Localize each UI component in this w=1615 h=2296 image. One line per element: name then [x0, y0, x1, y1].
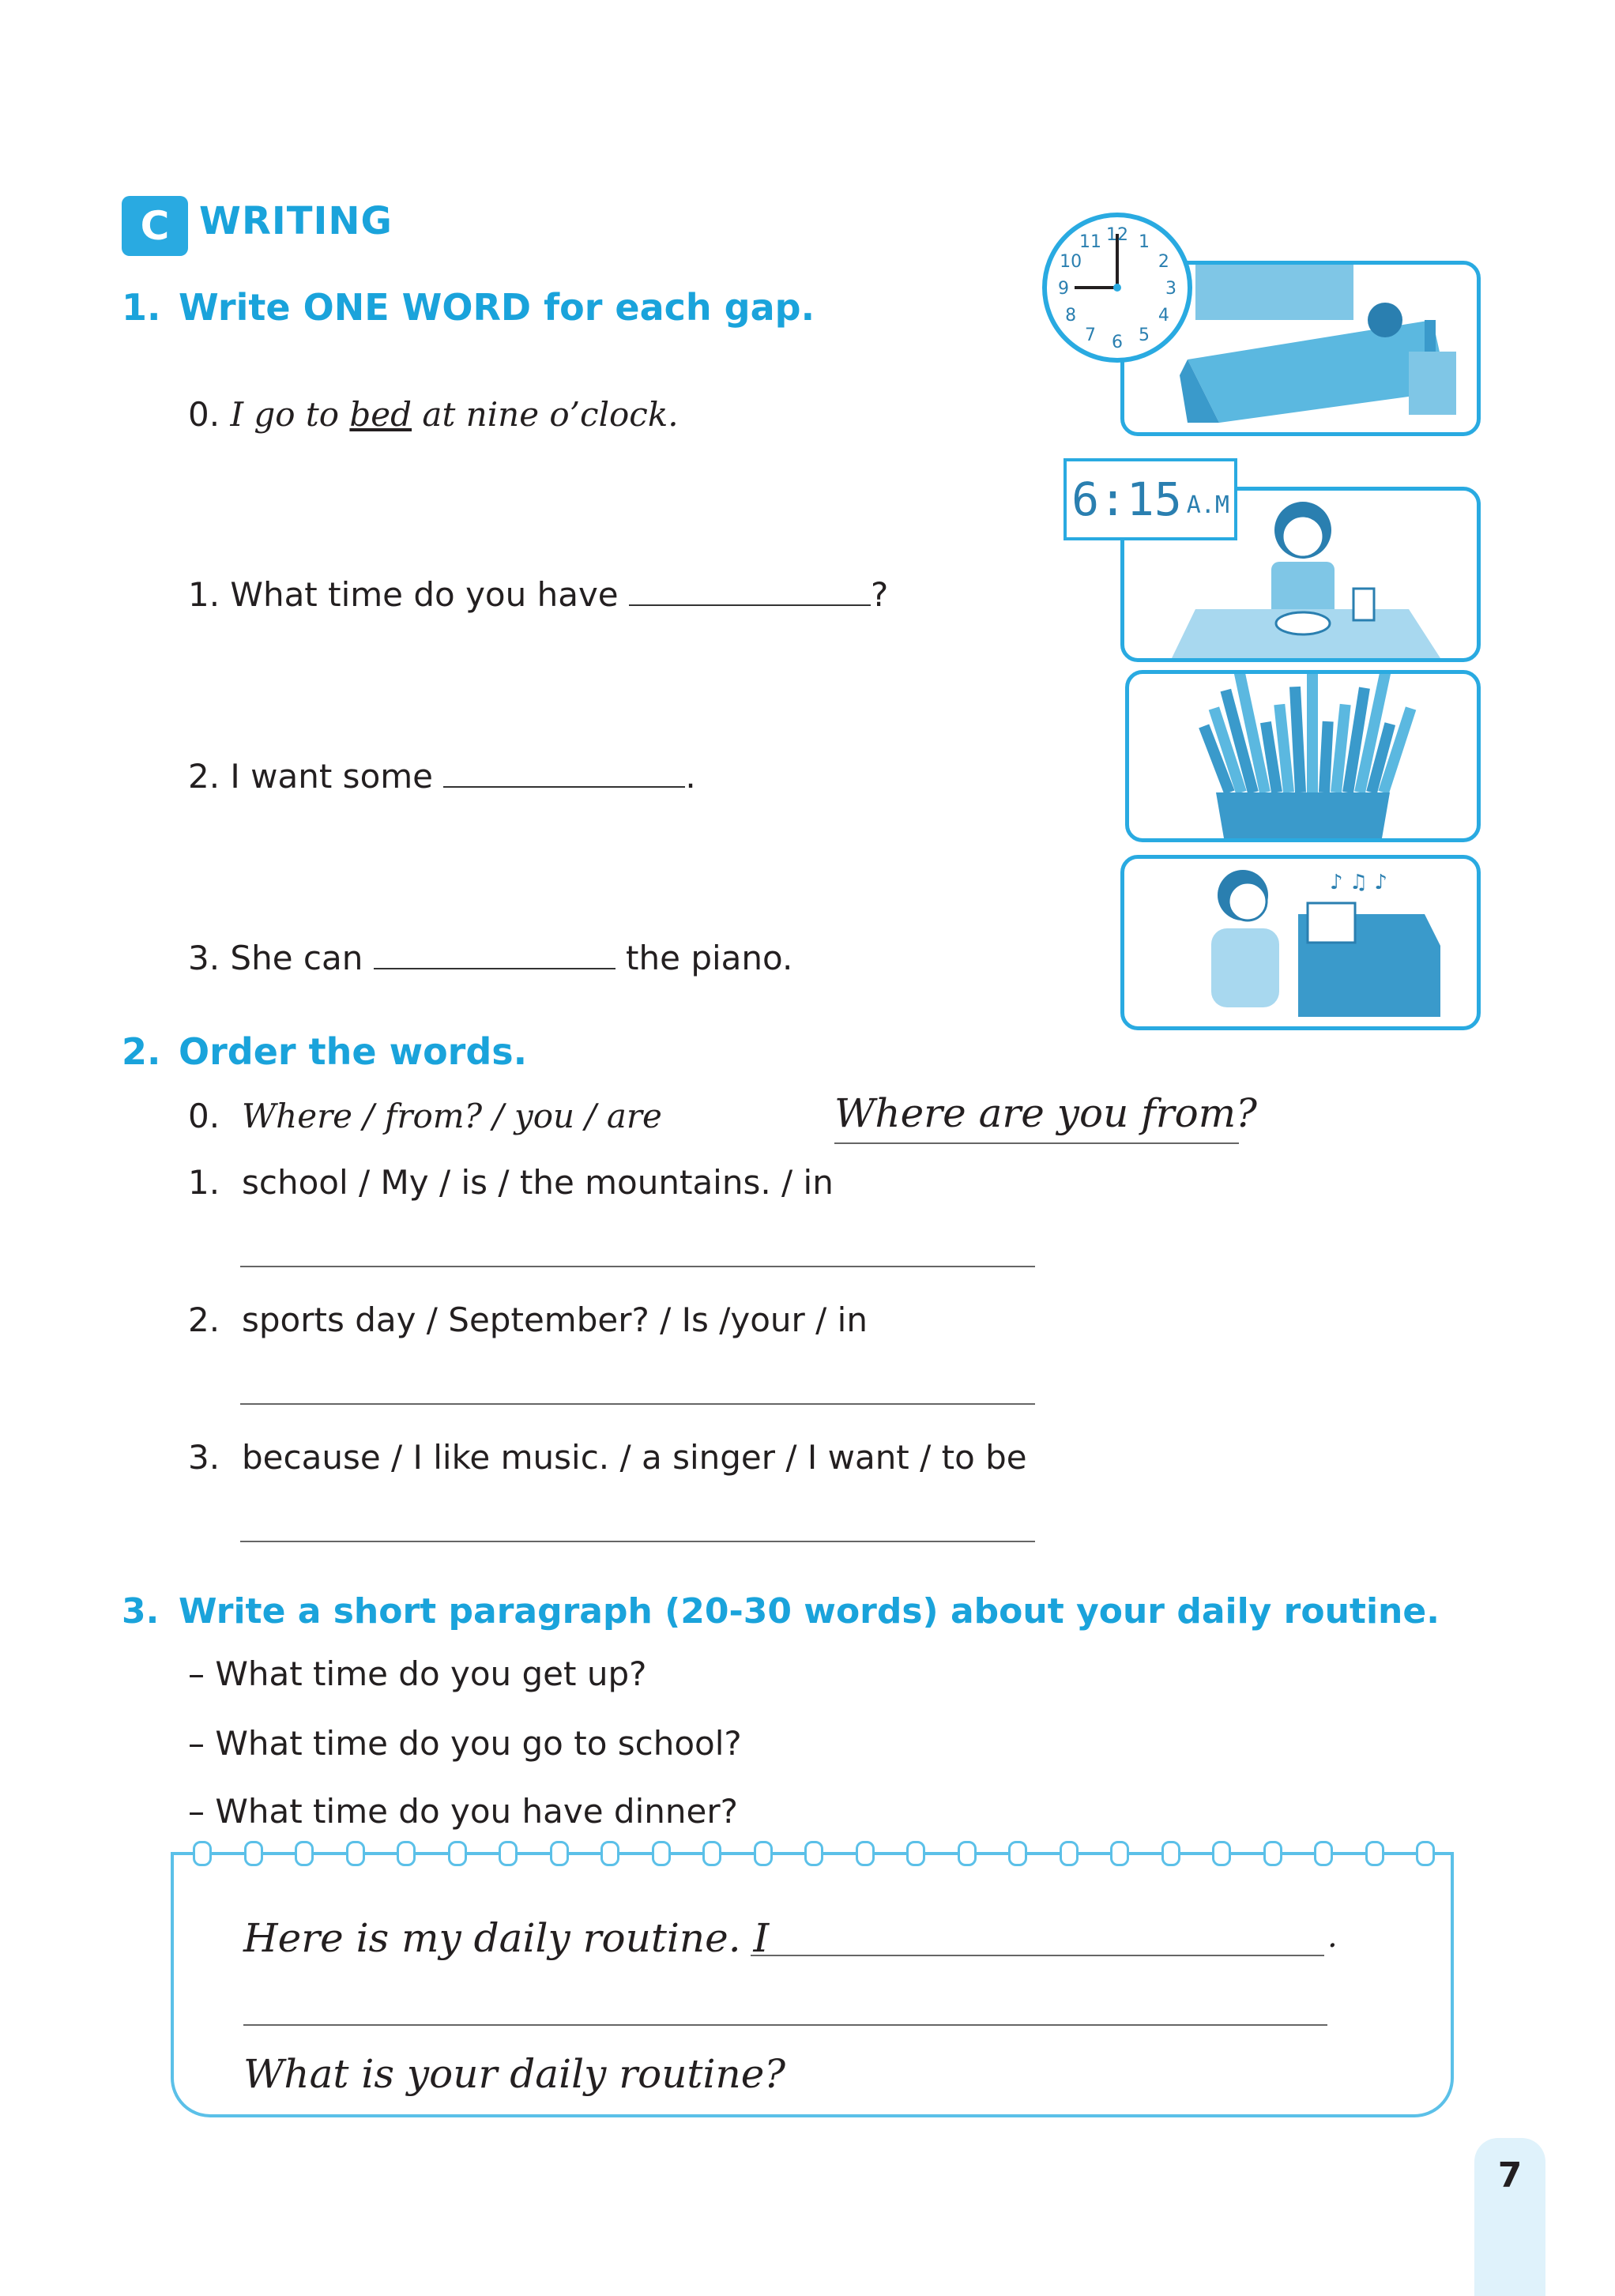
digital-time: 6:15: [1071, 472, 1182, 526]
order-2-number: 2.: [188, 1300, 220, 1339]
page-number: 7: [1497, 2155, 1523, 2196]
notebook-ring: [600, 1841, 619, 1866]
item-1-prefix: 1. What time do you have: [188, 575, 629, 614]
notebook-ring: [1161, 1841, 1180, 1866]
notebook-ring: [295, 1841, 314, 1866]
clock-number: 3: [1165, 279, 1176, 299]
order-1-answer-line[interactable]: [240, 1266, 1035, 1267]
exercise-1-number: 1.: [122, 286, 161, 329]
exercise-2-number: 2.: [122, 1030, 161, 1073]
notebook-line-1-end: .: [1327, 1918, 1338, 1955]
notebook-line-2-blank[interactable]: [243, 2024, 1327, 2026]
fries-illustration: [1129, 674, 1477, 838]
clock-number: 1: [1139, 232, 1150, 253]
exercise-1-heading: [122, 286, 815, 329]
exercise-1-example: [188, 395, 679, 434]
piano-picture: [1120, 855, 1481, 1030]
example-after: at nine o’clock.: [412, 395, 679, 434]
section-title: WRITING: [199, 199, 393, 243]
exercise-2-item-1: [188, 1163, 834, 1202]
item-2-prefix: 2. I want some: [188, 757, 444, 796]
example-2-words: Where / from? / you / are: [242, 1097, 662, 1135]
notebook-ring: [1212, 1841, 1231, 1866]
order-2-words: sports day / September? / Is /your / in: [242, 1300, 868, 1339]
exercise-1-title: Write ONE WORD for each gap.: [179, 286, 815, 329]
exercise-2-example-answer: Where are you from?: [834, 1090, 1257, 1136]
notebook-box: [171, 1852, 1454, 2117]
notebook-ring: [193, 1841, 212, 1866]
exercise-3-title: Write a short paragraph (20-30 words) about your daily routine.: [179, 1591, 1440, 1632]
notebook-ring: [499, 1841, 518, 1866]
notebook-ring: [550, 1841, 569, 1866]
exercise-2-example-words: [188, 1097, 662, 1135]
notebook-ring: [652, 1841, 671, 1866]
example-answer: bed: [349, 395, 412, 434]
clock-number: 10: [1060, 252, 1082, 272]
notebook-line-1-blank[interactable]: [751, 1955, 1324, 1956]
notebook-line-1: Here is my daily routine. I: [243, 1915, 770, 1961]
notebook-ring: [1314, 1841, 1333, 1866]
example-answer-line: [834, 1142, 1239, 1144]
example-2-number: 0.: [188, 1097, 220, 1135]
notebook-ring: [1365, 1841, 1384, 1866]
notebook-line-3: What is your daily routine?: [243, 2051, 786, 2097]
exercise-3-heading: [122, 1591, 1440, 1632]
item-1-gap[interactable]: [629, 604, 871, 606]
question-2: – What time do you go to school?: [188, 1724, 742, 1763]
item-3-prefix: 3. She can: [188, 939, 374, 977]
item-2-suffix: .: [685, 757, 696, 796]
fry-stick: [1319, 721, 1334, 793]
fries-picture: [1125, 670, 1481, 842]
fry-stick: [1307, 674, 1318, 792]
notebook-ring: [346, 1841, 365, 1866]
clock-number: 7: [1085, 325, 1096, 345]
order-1-words: school / My / is / the mountains. / in: [242, 1163, 834, 1202]
example-before: I go to: [230, 395, 350, 434]
clock-number: 12: [1106, 225, 1128, 245]
item-3-suffix: the piano.: [615, 939, 793, 977]
order-2-answer-line[interactable]: [240, 1403, 1035, 1405]
question-3: – What time do you have dinner?: [188, 1792, 738, 1831]
notebook-ring: [1416, 1841, 1435, 1866]
item-2-gap[interactable]: [443, 785, 685, 788]
clock-number: 9: [1058, 279, 1069, 299]
analog-clock: [1040, 210, 1195, 365]
exercise-2-item-3: [188, 1438, 1027, 1477]
item-1-suffix: ?: [871, 575, 889, 614]
clock-number: 2: [1158, 252, 1169, 272]
notebook-ring: [1060, 1841, 1079, 1866]
exercise-1-item-1: [188, 575, 888, 614]
exercise-1-item-3: [188, 939, 792, 977]
digital-clock: [1063, 458, 1237, 540]
notebook-ring: [1008, 1841, 1027, 1866]
exercise-2-heading: [122, 1030, 527, 1073]
notebook-ring: [1263, 1841, 1282, 1866]
question-1: – What time do you get up?: [188, 1654, 647, 1693]
exercise-2-item-2: [188, 1300, 868, 1339]
notebook-ring: [1110, 1841, 1129, 1866]
exercise-1-item-2: [188, 757, 696, 796]
clock-number: 4: [1158, 306, 1169, 326]
exercise-3-number: 3.: [122, 1591, 160, 1632]
order-3-number: 3.: [188, 1438, 220, 1477]
clock-face: [1040, 210, 1195, 365]
notebook-ring: [244, 1841, 263, 1866]
clock-number: 5: [1139, 325, 1150, 345]
clock-number: 11: [1079, 232, 1101, 253]
notebook-ring: [958, 1841, 977, 1866]
example-number: 0.: [188, 395, 231, 434]
notebook-ring: [397, 1841, 416, 1866]
order-3-words: because / I like music. / a singer / I want / to be: [242, 1438, 1027, 1477]
notebook-ring: [754, 1841, 773, 1866]
order-3-answer-line[interactable]: [240, 1541, 1035, 1542]
piano-illustration: [1124, 859, 1477, 1026]
exercise-2-title: Order the words.: [179, 1030, 528, 1073]
notebook-ring: [702, 1841, 721, 1866]
notebook-ring: [804, 1841, 823, 1866]
svg-text:♪ ♫ ♪: ♪ ♫ ♪: [1330, 871, 1388, 894]
notebook-ring: [856, 1841, 875, 1866]
clock-number: 6: [1112, 333, 1123, 352]
notebook-ring: [906, 1841, 925, 1866]
clock-number: 8: [1065, 306, 1077, 326]
digital-suffix: A.M: [1186, 491, 1229, 519]
order-1-number: 1.: [188, 1163, 220, 1202]
section-badge: C: [122, 196, 188, 256]
item-3-gap[interactable]: [374, 967, 616, 969]
notebook-ring: [448, 1841, 467, 1866]
